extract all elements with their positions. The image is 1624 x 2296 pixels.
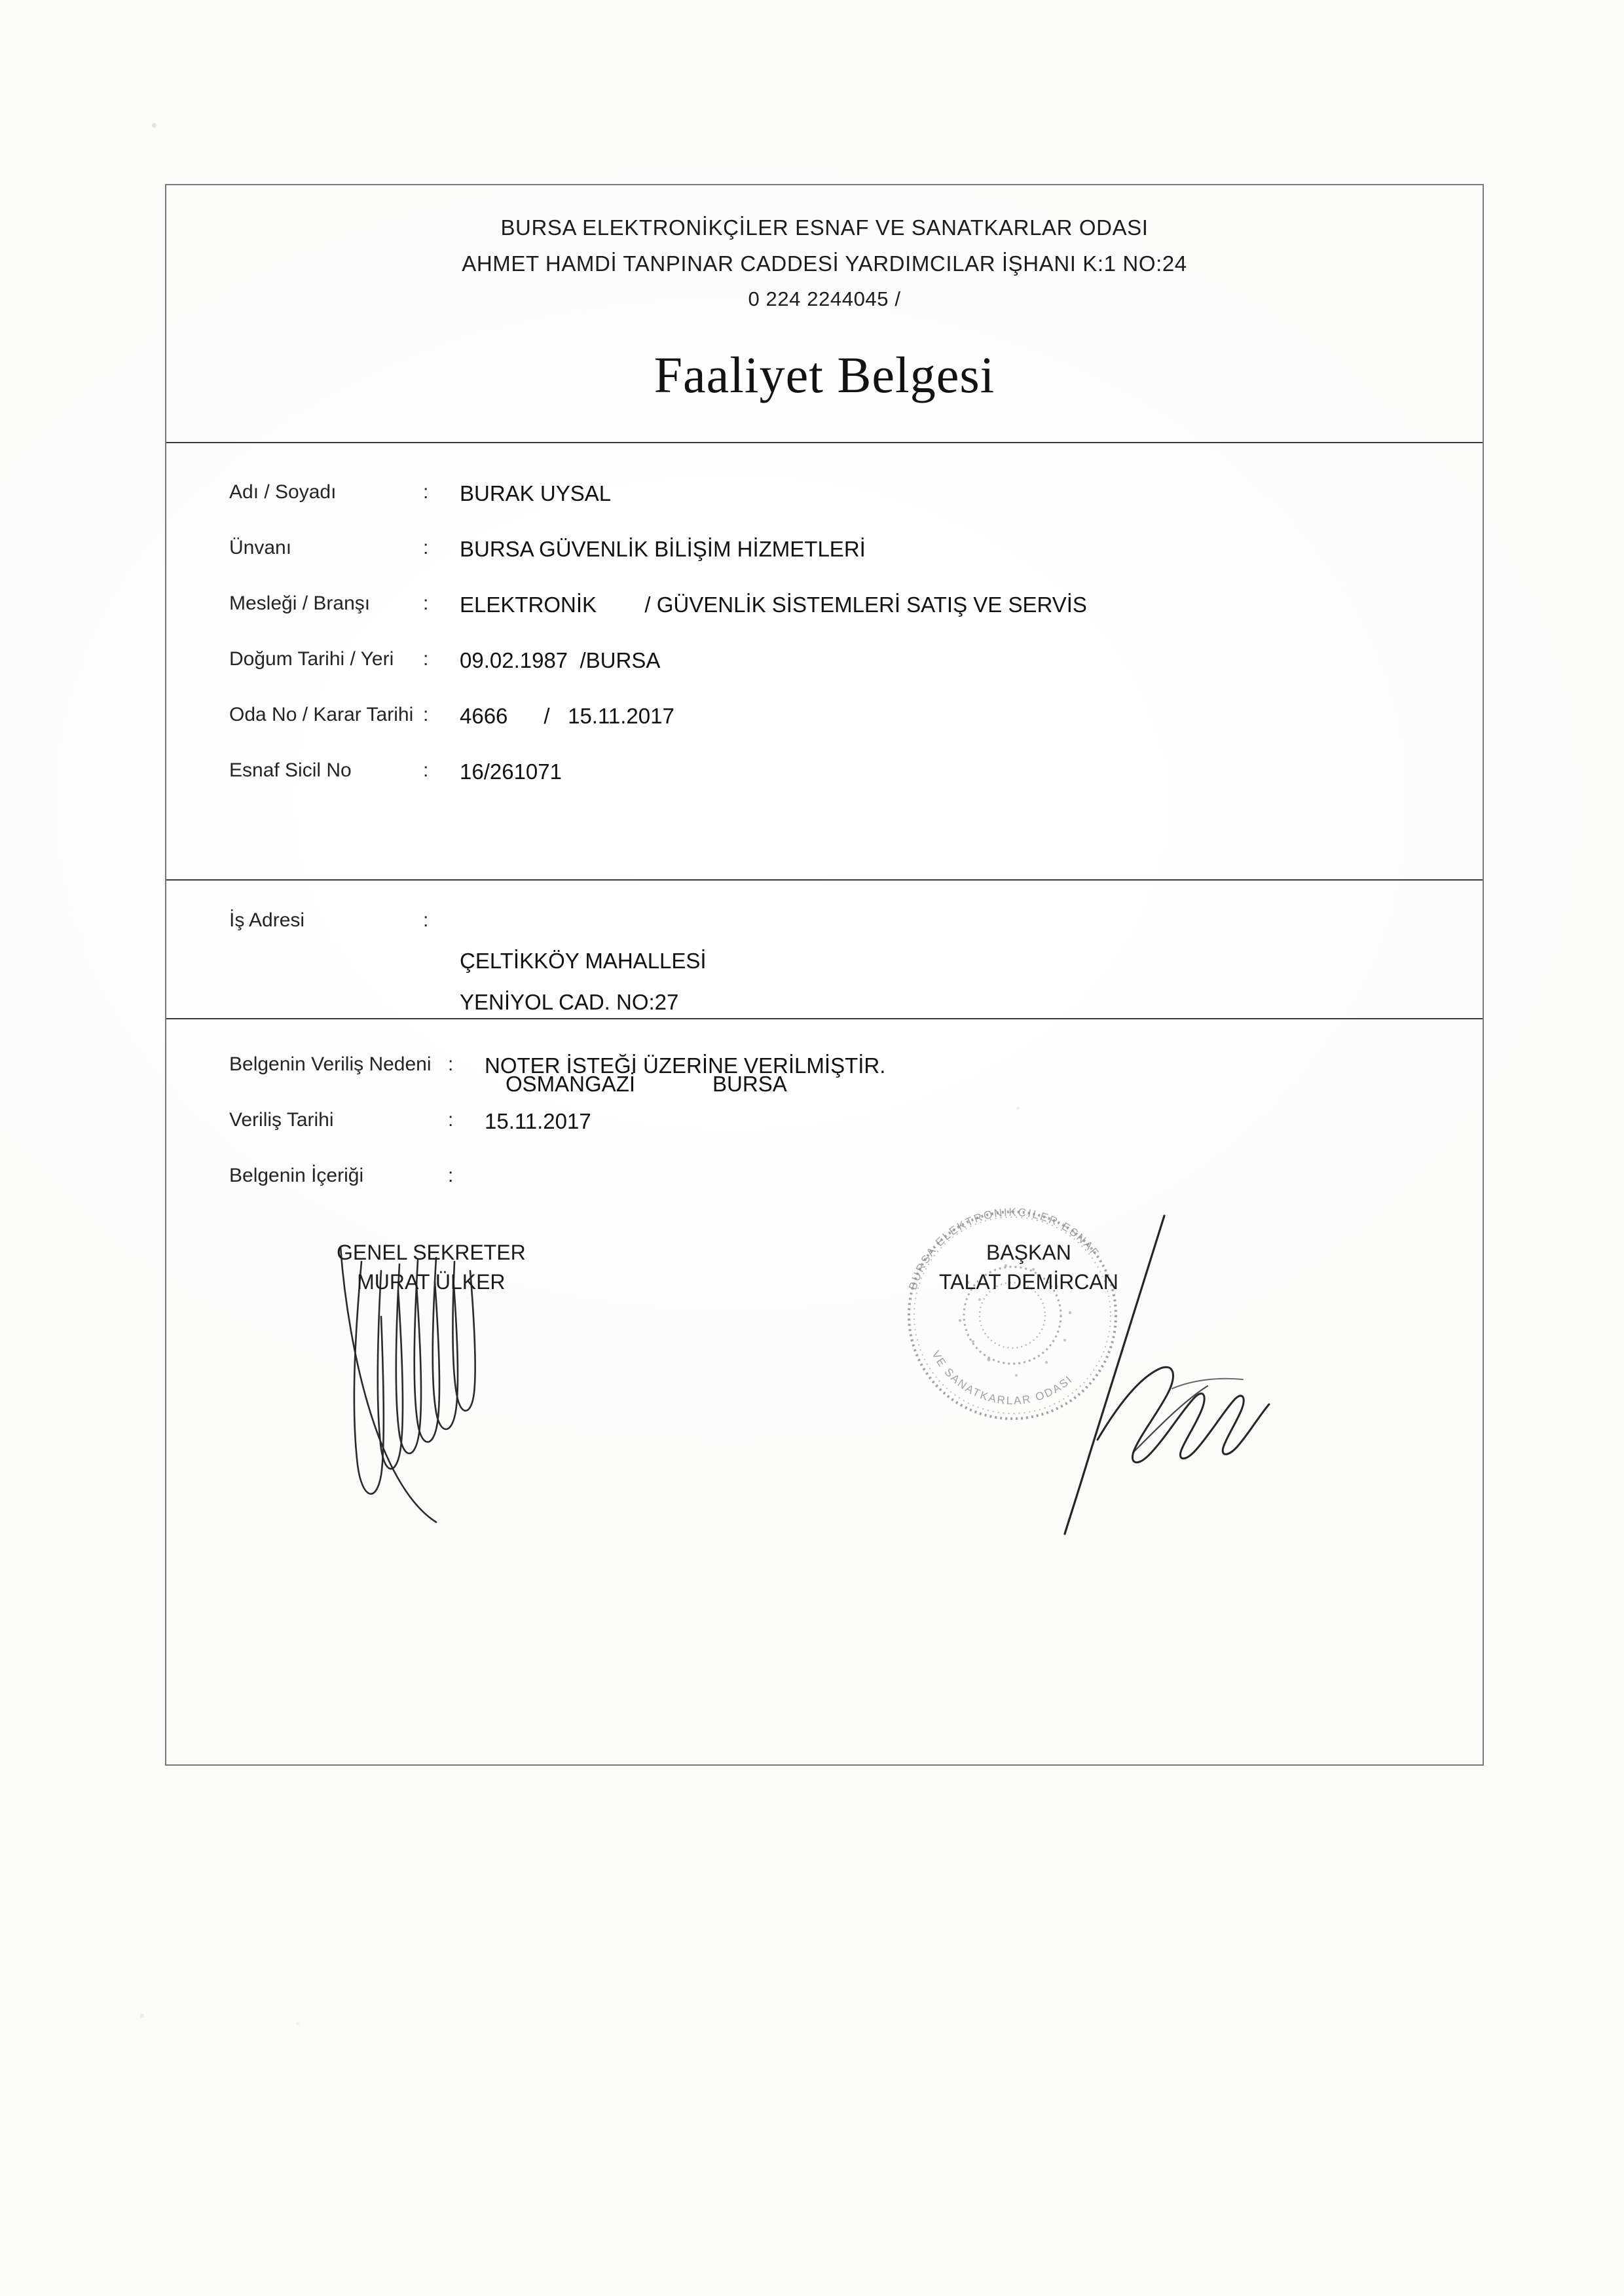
identity-section	[166, 442, 1483, 782]
field-colon: :	[423, 704, 429, 725]
page-title: Faaliyet Belgesi	[654, 346, 995, 403]
signature-name: TALAT DEMİRCAN	[939, 1270, 1118, 1294]
field-colon: :	[423, 481, 429, 503]
issuance-section	[166, 1018, 1483, 1186]
field-value: 09.02.1987 /BURSA	[460, 648, 661, 672]
field-row-issue-reason	[166, 1055, 1483, 1076]
address-line: YENİYOL CAD. NO:27	[460, 990, 679, 1014]
field-label: Belgenin Veriliş Nedeni	[229, 1053, 432, 1075]
field-value: 16/261071	[460, 759, 562, 784]
address-line: ÇELTİKKÖY MAHALLESİ	[460, 949, 707, 973]
svg-text:VE SANATKARLAR ODASI: VE SANATKARLAR ODASI	[929, 1348, 1076, 1408]
organization-address: AHMET HAMDİ TANPINAR CADDESİ YARDIMCILAR İŞHANI K:1 NO:24	[462, 251, 1187, 276]
scan-artifact	[140, 2014, 144, 2018]
signature-area	[166, 1207, 1483, 1547]
field-colon: :	[448, 1109, 454, 1131]
field-label: Adı / Soyadı	[229, 481, 337, 503]
field-row-birth	[166, 649, 1483, 671]
svg-text:BURSA ELEKTRONIKCILER ESNAF: BURSA ELEKTRONIKCILER ESNAF	[906, 1205, 1102, 1292]
signature-role: GENEL SEKRETER	[337, 1241, 526, 1264]
field-value: BURSA GÜVENLİK BİLİŞİM HİZMETLERİ	[460, 537, 866, 561]
field-label: İş Adresi	[229, 909, 305, 931]
field-colon: :	[448, 1053, 454, 1075]
document-frame	[165, 184, 1484, 1766]
field-value: NOTER İSTEĞİ ÜZERİNE VERİLMİŞTİR.	[485, 1053, 886, 1078]
field-colon: :	[423, 592, 429, 614]
field-row-chamber	[166, 705, 1483, 727]
scan-artifact	[296, 2022, 299, 2025]
field-value: 15.11.2017	[485, 1109, 591, 1133]
field-row-issue-date	[166, 1110, 1483, 1132]
field-value: BURAK UYSAL	[460, 481, 612, 505]
field-label: Doğum Tarihi / Yeri	[229, 648, 394, 670]
organization-name: BURSA ELEKTRONİKÇİLER ESNAF VE SANATKARLAR ODASI	[500, 215, 1149, 240]
field-row-profession	[166, 594, 1483, 615]
signature-role: BAŞKAN	[986, 1241, 1071, 1264]
scan-artifact	[152, 123, 157, 128]
field-row-document-content	[166, 1166, 1483, 1186]
field-row-name	[166, 483, 1483, 504]
field-label: Oda No / Karar Tarihi	[229, 704, 414, 725]
field-label: Mesleği / Branşı	[229, 592, 371, 614]
signature-block-president	[939, 1238, 1118, 1298]
field-colon: :	[423, 648, 429, 670]
signature-block-general-secretary	[337, 1238, 526, 1298]
field-colon: :	[448, 1165, 454, 1186]
address-province: BURSA	[712, 1072, 787, 1096]
address-district: OSMANGAZİ	[506, 1072, 636, 1096]
organization-phone: 0 224 2244045 /	[748, 287, 901, 310]
field-row-registry	[166, 761, 1483, 782]
field-colon: :	[423, 537, 429, 558]
field-value: ELEKTRONİK / GÜVENLİK SİSTEMLERİ SATIŞ VE SERVİS	[460, 592, 1087, 617]
signature-name: MURAT ÜLKER	[357, 1270, 506, 1294]
field-row-title	[166, 538, 1483, 560]
field-colon: :	[423, 909, 429, 931]
field-label: Belgenin İçeriği	[229, 1165, 364, 1186]
field-colon: :	[423, 759, 429, 781]
field-label: Esnaf Sicil No	[229, 759, 352, 781]
field-value: 4666 / 15.11.2017	[460, 704, 674, 728]
field-label: Ünvanı	[229, 537, 292, 558]
document-header	[166, 185, 1483, 405]
field-label: Veriliş Tarihi	[229, 1109, 334, 1131]
official-seal-stamp	[881, 1184, 1143, 1446]
